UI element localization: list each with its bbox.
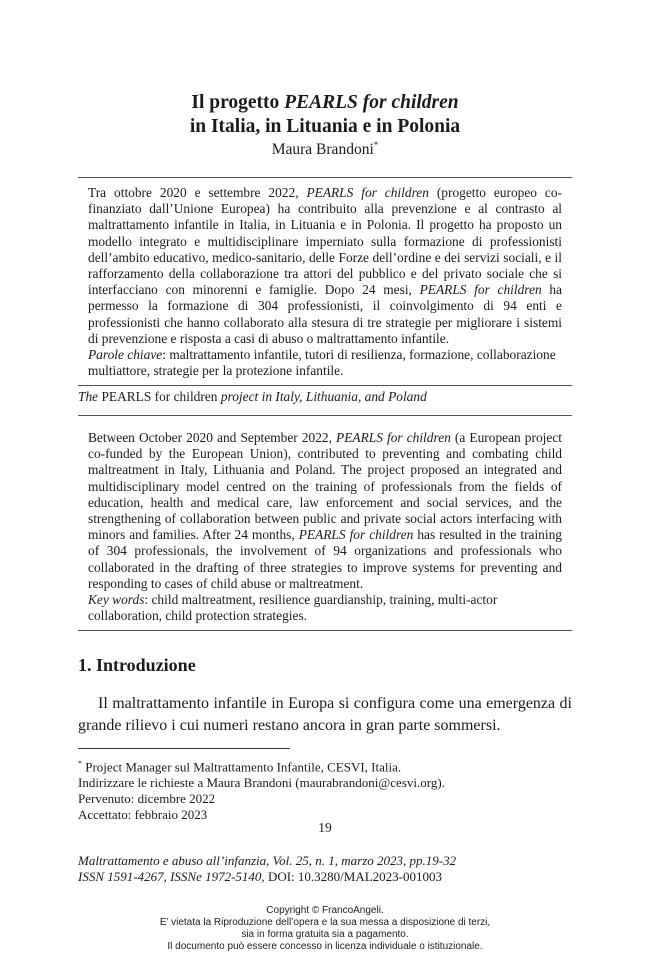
abstract-italian (78, 177, 572, 386)
copyright-notice: Copyright © FrancoAngeli. E’ vietata la Riproduzione dell’opera e la sua messa a disposizione di terzi, sia in forma gratuita sia a pagamento. Il documento può essere concesso in licenza individuale o istituzionale. (159, 905, 491, 952)
abstract-italian-text: Tra ottobre 2020 e settembre 2022, PEARLS for children (progetto europeo co-finanziato dall’Unione Europea) ha contribuito alla prevenzione e al contrasto al maltrattamento infantile in Italia, in Lituania e in Polonia. Il progetto ha proposto un modello integrato e multidisciplinare imperniato sulla formazione di professionisti dell’ambito educativo, medico-sanitario, delle Forze dell’ordine e dei servizi sociali, e il rafforzamento della collaborazione tra attori del pubblico e del privato sociale che si interfacciano con minorenni e famiglie. Dopo 24 mesi, PEARLS for children ha permesso la formazione di 304 professionisti, il coinvolgimento di 94 enti e professionisti che hanno collaborato alla stesura di tre strategie per migliorare i sistemi di prevenzione e risposta a casi di abuso o maltrattamento infantile. (88, 185, 562, 346)
footnote (78, 756, 445, 823)
keywords-italian: Parole chiave: maltrattamento infantile, tutori di resilienza, formazione, collaborazione multiattore, strategie per la protezione infantile. (88, 347, 556, 379)
footnote-contact: Indirizzare le richieste a Maura Brandoni (maurabrandoni@cesvi.org). (78, 775, 445, 791)
keywords-english: Key words: child maltreatment, resilience guardianship, training, multi-actor collaboration, child protection strategies. (88, 592, 498, 624)
body-paragraph: Il maltrattamento infantile in Europa si configura come una emergenza di grande rilievo i cui numeri restano ancora in gran parte sommersi. (78, 695, 572, 734)
footnote-accepted: Accettato: febbraio 2023 (78, 807, 208, 823)
abstract-english-text: Between October 2020 and September 2022, PEARLS for children (a European project co-funded by the European Union), contributed to preventing and combating child maltreatment in Italy, Lithuania and Poland. The project proposed an integrated and multidisciplinary model centred on the training of professionals from the fields of education, health and medical care, law enforcement and social services, and the strengthening of collaboration between public and private social actors interfacing with minors and families. After 24 months, PEARLS for children has resulted in the training of 304 professionals, the involvement of 94 organizations and professionals who collaborated in the drafting of three strategies to improve systems for preventing and responding to cases of child abuse or maltreatment. (88, 430, 562, 591)
footnote-rule (78, 748, 290, 749)
author: Maura Brandoni* (271, 140, 379, 159)
footnote-affiliation: * Project Manager sul Maltrattamento Infantile, CESVI, Italia. (78, 759, 402, 775)
footnote-received: Pervenuto: dicembre 2022 (78, 791, 216, 807)
article-title-line1: Il progetto PEARLS for children (191, 92, 459, 113)
article-title (0, 91, 650, 139)
english-title: The PEARLS for children project in Italy, Lithuania, and Poland (78, 389, 427, 404)
journal-info (78, 853, 456, 885)
journal-issn-doi: ISSN 1591-4267, ISSNe 1972-5140, DOI: 10.3280/MAL2023-001003 (78, 869, 442, 884)
abstract-english (78, 415, 572, 631)
article-title-line2: in Italia, in Lituania e in Polonia (189, 116, 461, 137)
section-heading: 1. Introduzione (78, 655, 196, 675)
journal-citation: Maltrattamento e abuso all’infanzia, Vol. 25, n. 1, marzo 2023, pp.19-32 (78, 853, 457, 868)
page-number: 19 (318, 820, 332, 835)
